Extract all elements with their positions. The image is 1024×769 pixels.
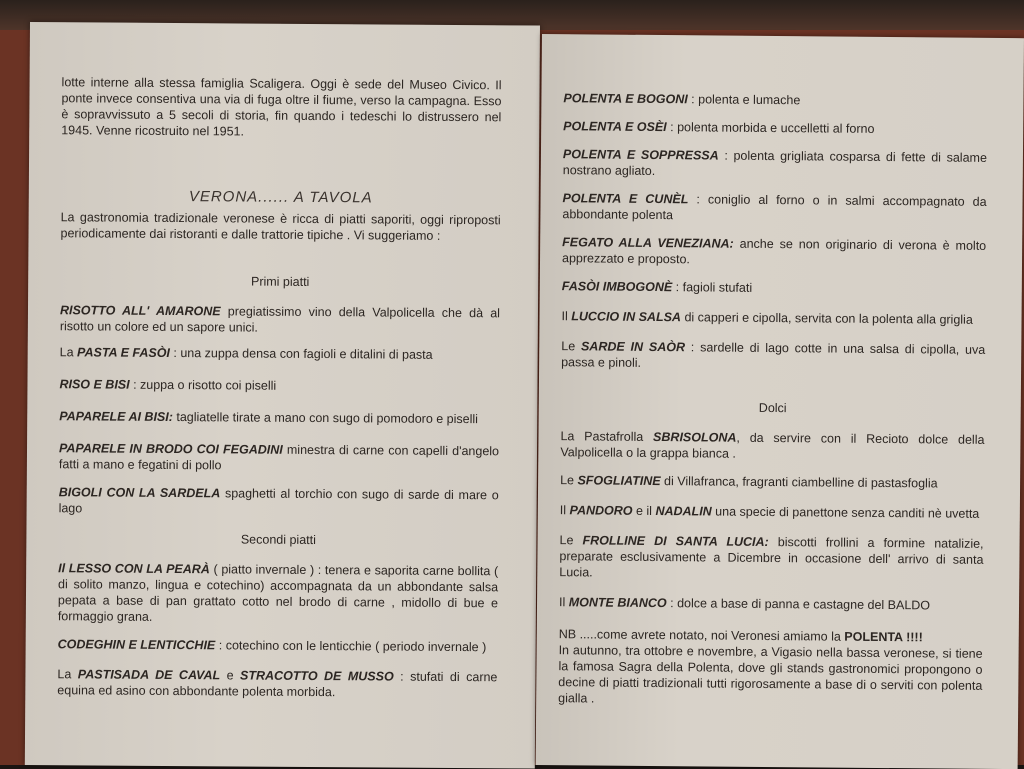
dish-item: Le SARDE IN SAÒR : sardelle di lago cotte in una salsa di cipolla, uva passa e pinoli. xyxy=(561,339,986,370)
dish-item: PAPARELE AI BISI: tagliatelle tirate a mano con sugo di pomodoro e piselli xyxy=(59,409,479,427)
lead-paragraph: La gastronomia tradizionale veronese è ricca di piatti saporiti, oggi riproposti periodicamente dai ristoranti e dalle trattorie tipiche . Vi suggeriamo : xyxy=(60,210,501,243)
right-page xyxy=(536,34,1024,769)
dish-item: CODEGHIN E LENTICCHIE : cotechino con le lenticchie ( periodo invernale ) xyxy=(57,637,487,655)
section-dolci-heading: Dolci xyxy=(758,400,787,416)
dish-item: Il LUCCIO IN SALSA di capperi e cipolla, servita con la polenta alla griglia xyxy=(561,309,973,327)
dessert-item: Le FROLLINE DI SANTA LUCIA: biscotti frollini a formine natalizie, preparate esclusivamente a Dicembre in occasione dell' arrivo di santa Lucia. xyxy=(559,533,984,580)
dessert-item: Il PANDORO e il NADALIN una specie di panettone senza canditi nè uvetta xyxy=(559,503,980,521)
nb-paragraph: In autunno, tra ottobre e novembre, a Vigasio nella bassa veronese, si tiene la famosa Sagra della Polenta, dove gli stands gastronomici propongono o decine di piatti tradizionali tutti rigorosamente a base di o serviti con polenta gialla . xyxy=(558,643,983,706)
nb-line: NB .....come avrete notato, noi Veronesi amiamo la POLENTA !!!! xyxy=(558,627,923,645)
dish-item: Il LESSO CON LA PEARÀ ( piatto invernale ) : tenera e saporita carne bollita ( di solito manzo, lingua e cotechino) accompagnata da un abbondante salsa pepata a base di pan grattato cotto nel brodo di carne , midollo di bue e formaggio grana. xyxy=(57,561,499,624)
dish-item: POLENTA E OSÈI : polenta morbida e uccelletti al forno xyxy=(563,119,875,136)
dessert-item: Le SFOGLIATINE di Villafranca, fragranti ciambelline di pastasfoglia xyxy=(560,473,938,491)
section-title: VERONA...... A TAVOLA xyxy=(188,188,373,207)
dish-item: POLENTA E CUNÈL : coniglio al forno o in salmi accompagnato da abbondante polenta xyxy=(562,191,987,223)
dish-item: POLENTA E BOGONI : polenta e lumache xyxy=(563,91,801,108)
dessert-item: La Pastafrolla SBRISOLONA, da servire con il Recioto dolce della Valpolicella o la grappa bianca . xyxy=(560,429,985,461)
dish-item: BIGOLI CON LA SARDELA spaghetti al torchio con sugo di sarde di mare o lago xyxy=(58,485,499,516)
dish-item: RISO E BISI : zuppa o risotto coi piselli xyxy=(59,377,277,393)
dish-item: FASÒI IMBOGONÈ : fagioli stufati xyxy=(561,279,753,295)
intro-paragraph: lotte interne alla stessa famiglia Scaligera. Oggi è sede del Museo Civico. Il ponte invece consentiva una via di fuga oltre il fiume, verso la campagna. Esso è sopravvissuto a 5 secoli di storia, fin quando i tedeschi lo distrussero nel 1945. Venne ricostruito nel 1951. xyxy=(61,75,502,139)
dish-item: La PASTISADA DE CAVAL e STRACOTTO DE MUSSO : stufati di carne equina ed asino con abbondante polenta morbida. xyxy=(57,667,498,700)
section-primi-heading: Primi piatti xyxy=(250,274,310,289)
dish-item: POLENTA E SOPPRESSA : polenta grigliata cosparsa di fette di salame nostrano agliato. xyxy=(562,147,987,178)
dessert-item: Il MONTE BIANCO : dolce a base di panna e castagne del BALDO xyxy=(558,595,931,613)
dish-item: PAPARELE IN BRODO COI FEGADINI minestra di carne con capelli d'angelo fatti a mano e fegatini di pollo xyxy=(58,441,500,473)
section-secondi-heading: Secondi piatti xyxy=(240,532,316,548)
dish-item: FEGATO ALLA VENEZIANA: anche se non originario di verona è molto apprezzato e proposto. xyxy=(561,235,987,267)
dish-item: La PASTA E FASÒI : una zuppa densa con fagioli e ditalini di pasta xyxy=(59,345,433,362)
left-page xyxy=(25,22,540,769)
dish-item: RISOTTO ALL' AMARONE pregiatissimo vino della Valpolicella che dà al risotto un colore ed un sapore unici. xyxy=(59,303,501,335)
